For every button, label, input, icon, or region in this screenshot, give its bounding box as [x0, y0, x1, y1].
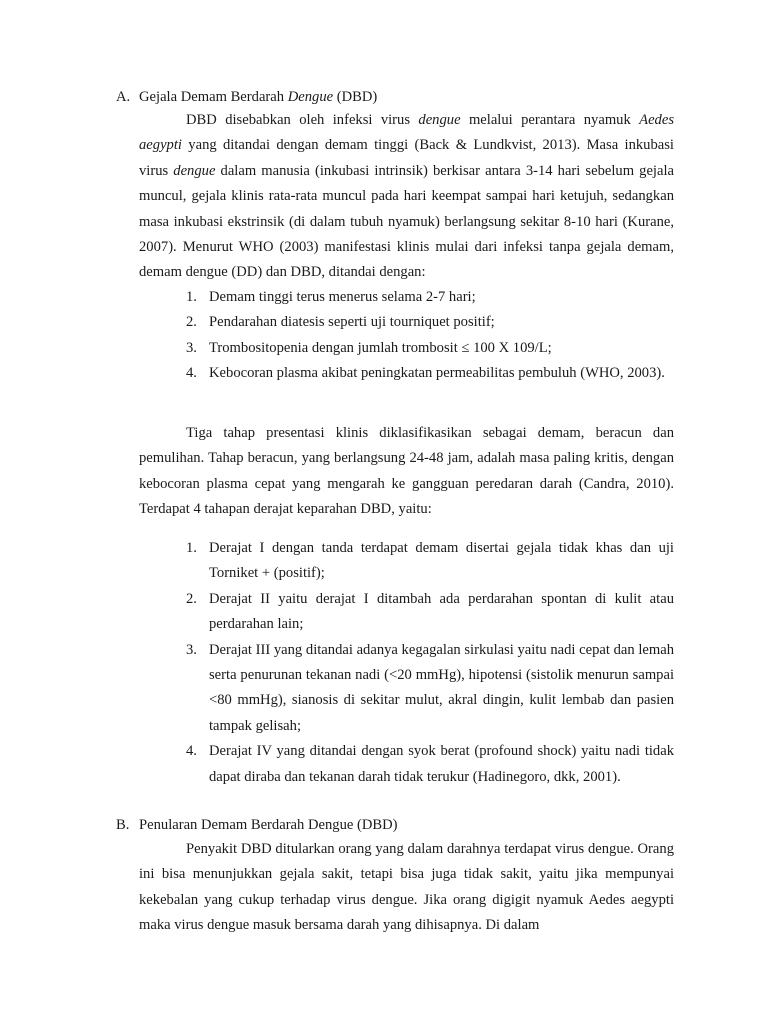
- list-item: [186, 336, 674, 361]
- section-a-paragraph-2: Tiga tahap presentasi klinis diklasifikasikan sebagai demam, beracun dan pemulihan. Tahap beracun, yang berlangsung 24-48 jam, adalah masa paling kritis, dengan kebocoran plasma cepat yang mengarah ke gangguan peredaran darah (Candra, 2010). Terdapat 4 tahapan derajat keparahan DBD, yaitu:: [139, 425, 674, 518]
- para-text: dalam manusia (inkubasi intrinsik) berkisar antara 3-14 hari sebelum gejala muncul, gejala klinis rata-rata muncul pada hari keempat sampai hari ketujuh, sedangkan masa inkubasi ekstrinsik (di dalam tubuh nyamuk) berlangsung sekitar 8-10 hari (Kurane, 2007). Menurut WHO (2003) manifestasi klinis mulai dari infeksi tanpa gejala demam, demam dengue (DD) dan DBD, ditandai dengan:: [139, 162, 674, 281]
- para-italic: dengue: [418, 112, 461, 128]
- section-a-title-post: (DBD): [333, 89, 378, 105]
- symptom-list: [186, 285, 674, 387]
- para-italic: dengue: [173, 162, 216, 179]
- list-text: Trombositopenia dengan jumlah trombosit ≤ 100 X 109/L;: [209, 339, 552, 356]
- list-text: Derajat III yang ditandai adanya kegagalan sirkulasi yaitu nadi cepat dan lemah serta penurunan tekanan nadi (<20 mmHg), hipotensi (sistolik menurun sampai <80 mmHg), sianosis di sekitar mulut, akral dingin, kulit lembab dan pasien tampak gelisah;: [209, 641, 674, 734]
- list-item: [186, 285, 674, 310]
- section-a-letter: A.: [116, 89, 131, 105]
- section-b-paragraph-1: Penyakit DBD ditularkan orang yang dalam darahnya terdapat virus dengue. Orang ini bisa menunjukkan gejala sakit, tetapi bisa juga tidak sakit, yaitu jika mempunyai kekebalan yang cukup terhadap virus dengue. Jika orang digigit nyamuk Aedes aegypti maka virus dengue masuk bersama darah yang dihisapnya. Di dalam: [139, 841, 674, 934]
- list-item: [186, 587, 674, 638]
- list-item: [186, 638, 674, 740]
- list-text: Derajat I dengan tanda terdapat demam disertai gejala tidak khas dan uji Torniket + (positif);: [209, 540, 674, 582]
- list-number: 3.: [186, 641, 197, 658]
- list-text: Pendarahan diatesis seperti uji tourniquet positif;: [209, 314, 495, 331]
- section-a-heading: [116, 85, 676, 110]
- list-item: [186, 739, 674, 790]
- list-text: Derajat II yaitu derajat I ditambah ada perdarahan spontan di kulit atau perdarahan lain;: [209, 590, 674, 633]
- section-b-title: Penularan Demam Berdarah Dengue (DBD): [139, 817, 398, 833]
- list-text: Demam tinggi terus menerus selama 2-7 hari;: [209, 289, 476, 305]
- list-number: 1.: [186, 289, 197, 305]
- list-number: 2.: [186, 314, 197, 331]
- list-number: 3.: [186, 339, 197, 356]
- list-item: [186, 361, 674, 386]
- section-a-paragraph-1: [139, 108, 674, 286]
- para-text: yang ditandai dengan demam tinggi (Back & Lundkvist, 2013). Masa inkubasi virus: [139, 137, 674, 179]
- list-text: Derajat IV yang ditandai dengan syok berat (profound shock) yaitu nadi tidak dapat diraba dan tekanan darah tidak terukur (Hadinegoro, dkk, 2001).: [209, 743, 674, 785]
- list-number: 4.: [186, 365, 197, 382]
- para-text: melalui perantara nyamuk: [460, 112, 640, 128]
- section-b-heading: [116, 813, 676, 838]
- section-b-letter: B.: [116, 817, 130, 833]
- list-text: Kebocoran plasma akibat peningkatan permeabilitas pembuluh (WHO, 2003).: [209, 365, 665, 382]
- para-text: DBD disebabkan oleh infeksi virus: [186, 112, 419, 128]
- list-number: 4.: [186, 743, 197, 760]
- section-a-title-pre: Gejala Demam Berdarah: [139, 89, 288, 105]
- para-italic: Aedes aegypti: [139, 112, 675, 154]
- list-number: 1.: [186, 540, 197, 556]
- list-number: 2.: [186, 590, 197, 607]
- list-item: [186, 536, 674, 587]
- section-a-title-em: Dengue: [287, 89, 334, 105]
- list-item: [186, 310, 674, 335]
- severity-list: [186, 536, 674, 790]
